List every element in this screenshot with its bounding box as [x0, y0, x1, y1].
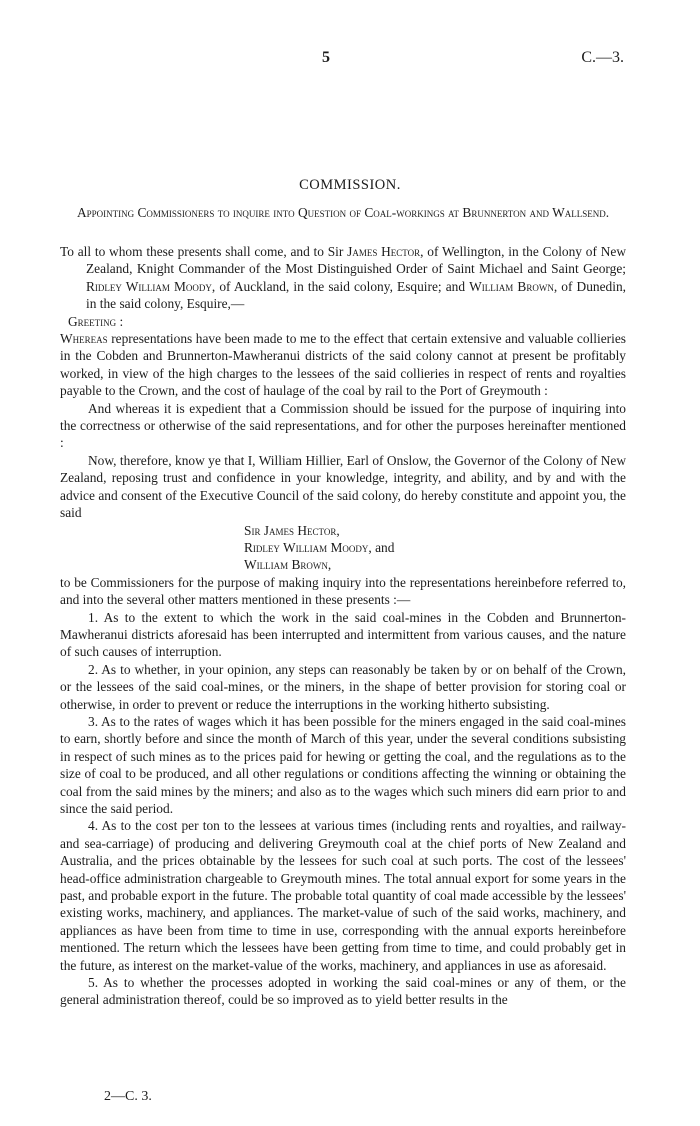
- inquiry-item-1: 1. As to the extent to which the work in the said coal-mines in the Cobden and Brunnerton-Mawheranui districts aforesaid has been interrupted and intermittent from various causes, and the nature of such causes of interruption.: [60, 609, 626, 660]
- whereas-text: representations have been made to me to the effect that certain extensive and valuable collieries in the Cobden and Brunnerton-Mawheranui districts of the said colony cannot at present be profitably worked, in view of the high charges to the lessees of the said collieries in respect of rents and royalties payable to the Crown, and the cost of haulage of the coal by rail to the Port of Greymouth :: [60, 331, 626, 399]
- appointment-paragraph: Now, therefore, know ye that I, William Hillier, Earl of Onslow, the Governor of the Colony of New Zealand, reposing trust and confidence in your knowledge, integrity, and ability, and by and with the advice and consent of the Executive Council of the said colony, do hereby constitute and appoint you, the said: [60, 452, 626, 521]
- address-text-4: , of Dunedin, in the said colony, Esquire,—: [86, 278, 626, 312]
- page-number: 5: [322, 49, 330, 66]
- whereas-lead: Whereas: [60, 331, 108, 347]
- addressee-name-3: William Brown: [469, 278, 554, 294]
- address-text-1: To all to whom these presents shall come, and to Sir: [60, 244, 348, 259]
- addressee-name-1: James Hector: [347, 244, 421, 259]
- address-paragraph: [60, 243, 626, 313]
- addressee-name-2: Ridley William Moody: [86, 278, 212, 294]
- commissioner-name-1: Sir James Hector,: [244, 522, 340, 538]
- inquiry-item-3: 3. As to the rates of wages which it has been possible for the miners engaged in the said coal-mines to earn, shortly before and since the month of March of this year, under the several conditions subsisting in respect of such mines as to the prices paid for hewing or getting the coal, and the regulations as to the size of coal to be produced, and all other regulations or conditions affecting the winning or obtaining the coal from the said mines by the miners; and also as to the wages which such miners did earn prior to and since the said period.: [60, 713, 626, 816]
- address-text-3: , of Auckland, in the said colony, Esquire; and: [211, 278, 470, 294]
- document-subtitle: Appointing Commissioners to inquire into Question of Coal-workings at Brunnerton and Wallsend.: [76, 205, 610, 220]
- inquiry-item-2: 2. As to whether, in your opinion, any steps can reasonably be taken by or on behalf of the Crown, or the lessees of the said coal-mines, or the miners, in the shape of better provision for storing coal or otherwise, in order to prevent or reduce the interruptions in the working hitherto subsisting.: [60, 661, 626, 712]
- inquiry-item-5: 5. As to whether the processes adopted in working the said coal-mines or any of them, or the general administration thereof, could be so improved as to yield better results in the: [60, 975, 626, 1008]
- document-title: COMMISSION.: [299, 177, 401, 193]
- commissioner-name-2-line: [60, 539, 626, 556]
- inquiry-item-4: 4. As to the cost per ton to the lessees at various times (including rents and royalties, and railway- and sea-carriage) of producing and delivering Greymouth coal at the chief ports of New Zealand and Australia, and the prices obtainable by the lessees for such coal at such ports. The cost of the lessees' head-office administration chargeable to Greymouth mines. The total annual export for some years in the past, and probable export in the future. The probable total quantity of coal made accessible by the lessees' existing works, machinery, and appliances. The market-value of such of the said works, machinery, and appliances as have been from time to time in use, corresponding with the annual exports hereinbefore mentioned. The return which the lessees have been getting from time to time, and could probably get in the future, as interest on the market-value of the works, machinery, and appliances in use as aforesaid.: [60, 818, 626, 973]
- document-body: [60, 243, 626, 1009]
- signature-mark: 2—C. 3.: [104, 1089, 152, 1104]
- commissioner-name-2-and: and: [371, 539, 395, 555]
- commissioners-purpose-paragraph: to be Commissioners for the purpose of making inquiry into the representations hereinbefore referred to, and into the several other matters mentioned in these presents :—: [60, 574, 626, 608]
- greeting: Greeting :: [68, 313, 124, 329]
- whereas-paragraph: [60, 330, 626, 400]
- commissioner-name-2: Ridley William Moody,: [244, 539, 372, 555]
- whereas-expedient-paragraph: And whereas it is expedient that a Commission should be issued for the purpose of inquiring into the correctness or otherwise of the said representations, and for other the purposes hereinafter mentioned :: [60, 400, 626, 451]
- address-text-2: , of Wellington, in the Colony of New Zealand, Knight Commander of the Most Distinguished Order of Saint Michael and Saint George;: [86, 244, 626, 277]
- commissioner-name-3: William Brown,: [244, 557, 332, 573]
- document-reference: C.—3.: [581, 49, 624, 66]
